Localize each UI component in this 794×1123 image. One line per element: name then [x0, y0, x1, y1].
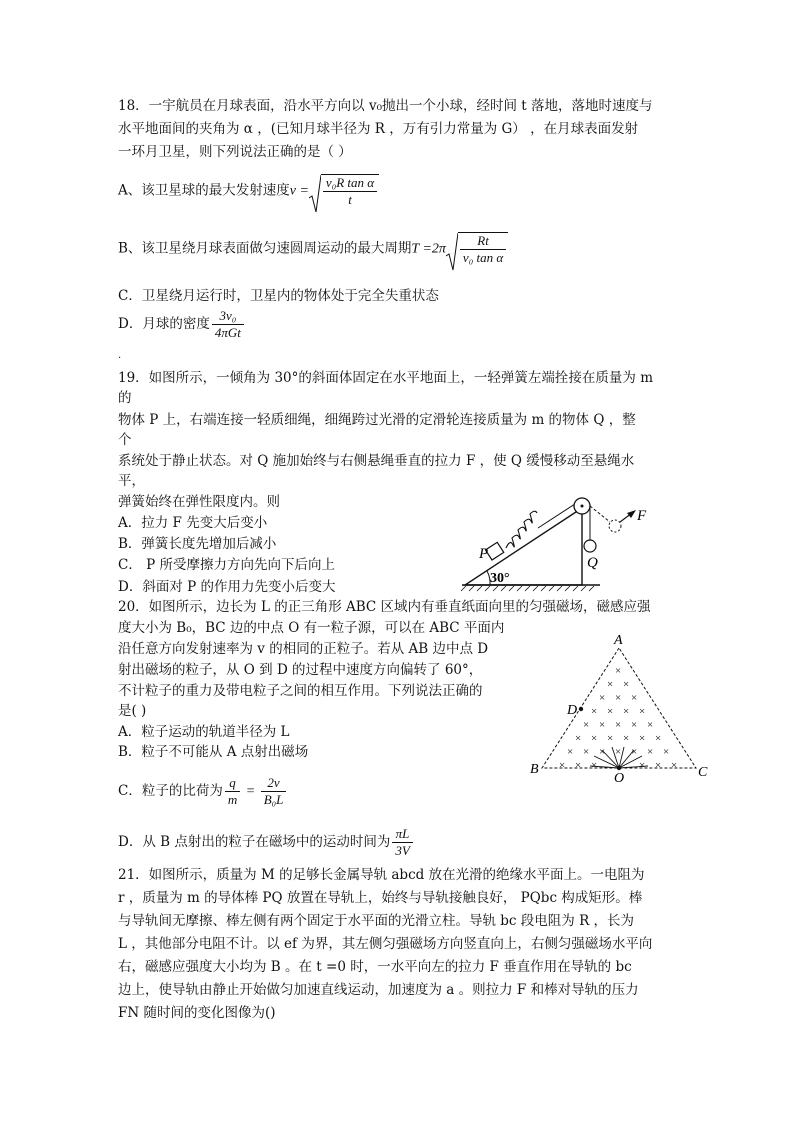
vertex-a-label: A — [614, 633, 623, 648]
q18-option-a-text: A、该卫星球的最大发射速度 — [118, 182, 290, 199]
q19-option-a: A．拉力 F 先变大后变小 — [118, 515, 268, 531]
q20-line-2: 度大小为 B₀，BC 边的中点 O 有一粒子源，可以在 ABC 平面内 — [118, 620, 505, 636]
q19-line-7: 弹簧始终在弹性限度内。则 — [118, 494, 280, 510]
field-cross: × — [623, 678, 630, 691]
q18-option-d-den: 4πGt — [212, 324, 244, 341]
block-q-dashed — [609, 520, 621, 532]
point-o — [617, 766, 621, 770]
q20-line-1: 20．如图所示，边长为 L 的正三角形 ABC 区域内有垂直纸面向里的匀强磁场，磁感应强 — [118, 599, 651, 615]
field-cross: × — [655, 732, 662, 745]
field-cross: × — [599, 746, 606, 758]
q20-option-d-den: 3V — [392, 842, 412, 859]
q20-line-4: 射出磁场的粒子，从 O 到 D 的过程中速度方向偏转了 60°， — [118, 662, 483, 678]
q20-option-d-num: πL — [395, 826, 410, 841]
q20-option-b: B．粒子不可能从 A 点射出磁场 — [118, 744, 309, 760]
q18-option-b-lhs: T =2π — [411, 241, 446, 257]
q20-option-c-lhs-den: m — [225, 791, 240, 808]
vertex-b-label: B — [530, 762, 539, 777]
field-cross: × — [583, 719, 590, 731]
q18-line-1: 18．一宇航员在月球表面，沿水平方向以 v₀抛出一个小球，经时间 t 落地，落地时速度与 — [118, 98, 653, 114]
field-cross: × — [631, 692, 638, 704]
force-label: F — [637, 508, 647, 524]
q18-option-a-lhs: v = — [289, 183, 309, 199]
field-cross: × — [615, 692, 622, 704]
q18-option-b-den: v₀ tan α — [460, 249, 506, 266]
field-cross: × — [607, 678, 614, 691]
field-cross: × — [599, 719, 606, 731]
field-cross: × — [607, 732, 614, 745]
field-cross: × — [647, 746, 654, 758]
q20-option-c-den: B₀L — [261, 791, 287, 808]
field-cross: × — [583, 746, 590, 758]
q19-line-6: 平， — [118, 473, 145, 489]
q18-option-d-text: D．月球的密度 — [118, 316, 210, 332]
q18-option-b-text: B、该卫星绕月球表面做匀速圆周运动的最大周期 — [118, 240, 412, 257]
field-cross: × — [591, 732, 598, 745]
field-cross: × — [567, 746, 574, 758]
q21-line-5: 右，磁感应强度大小均为 B 。在 t =0 时，一水平向左的拉力 F 垂直作用在导轨的 bc — [118, 959, 632, 975]
q20-option-d — [118, 826, 415, 859]
q20-option-d-text: D．从 B 点射出的粒子在磁场中的运动时间为 — [118, 834, 391, 850]
q18-option-d — [118, 308, 246, 341]
q19-line-4: 个 — [118, 432, 132, 448]
q19-option-b: B．弹簧长度先增加后减小 — [118, 536, 277, 552]
field-cross: × — [615, 665, 622, 677]
q21-line-6: 边上，使导轨由静止开始做匀加速直线运动，加速度为 a 。则拉力 F 和棒对导轨的压力 — [118, 982, 639, 998]
field-cross: × — [607, 705, 614, 718]
q19-incline-figure — [460, 486, 660, 592]
q18-option-a-num: v₀R tan α — [325, 175, 375, 190]
q18-option-c: C．卫星绕月运行时，卫星内的物体处于完全失重状态 — [118, 288, 439, 304]
q19-line-5: 系统处于静止状态。对 Q 施加始终与右侧悬绳垂直的拉力 F ，使 Q 缓慢移动至悬绳水 — [118, 453, 635, 469]
q18-option-a-den: t — [323, 191, 377, 208]
q21-line-2: r ，质量为 m 的导体棒 PQ 放置在导轨上，始终与导轨接触良好， PQbc 构成矩形。棒 — [118, 890, 643, 906]
field-cross: × — [623, 732, 630, 745]
field-cross: × — [631, 719, 638, 731]
field-cross: × — [599, 692, 606, 704]
field-cross: × — [639, 732, 646, 745]
field-cross: × — [639, 759, 646, 772]
block-p — [485, 542, 503, 560]
q18-option-b-sqrt — [446, 232, 508, 266]
block-q — [584, 540, 596, 552]
q18-option-b-num: Rt — [477, 233, 489, 248]
field-cross: × — [559, 759, 566, 772]
q20-line-3: 沿任意方向发射速率为 v 的相同的正粒子。若从 AB 边中点 D — [118, 641, 489, 657]
q20-option-c-text: C．粒子的比荷为 — [118, 783, 223, 799]
q19-line-3: 物体 P 上，右端连接一轻质细绳，细绳跨过光滑的定滑轮连接质量为 m 的物体 Q ，整 — [118, 412, 636, 428]
field-crosses — [559, 665, 677, 772]
q21-line-4: L ，其他部分电阻不计。以 ef 为界，其左侧匀强磁场方向竖直向上，右侧匀强磁场水平向 — [118, 936, 653, 952]
field-cross: × — [575, 732, 582, 745]
q20-line-5: 不计粒子的重力及带电粒子之间的相互作用。下列说法正确的 — [118, 683, 483, 699]
block-q-label: Q — [587, 555, 598, 571]
field-cross: × — [671, 759, 678, 772]
point-d-label: D — [567, 703, 578, 718]
point-o-label: O — [614, 771, 625, 785]
q20-triangle-figure — [530, 630, 710, 785]
block-p-label: P — [479, 546, 489, 562]
q18-option-a-sqrt — [309, 174, 379, 208]
field-cross: × — [615, 719, 622, 731]
separator-dot: . — [118, 350, 122, 361]
q21-line-1: 21．如图所示，质量为 M 的足够长金属导轨 abcd 放在光滑的绝缘水平面上。一电阻为 — [118, 867, 645, 883]
q20-line-6: 是( ) — [118, 703, 147, 719]
q19-option-c: C． P 所受摩擦力方向先向下后向上 — [118, 557, 335, 573]
q18-option-d-num: 3v₀ — [219, 308, 237, 323]
q19-line-2: 的 — [118, 390, 132, 406]
q18-option-b — [118, 232, 508, 266]
point-d — [579, 707, 583, 711]
field-cross: × — [615, 746, 622, 758]
field-cross: × — [663, 746, 670, 758]
field-cross: × — [639, 705, 646, 718]
q18-option-a — [118, 174, 379, 208]
field-cross: × — [655, 759, 662, 772]
q20-option-c-lhs-num: q — [229, 775, 236, 790]
field-cross: × — [623, 705, 630, 718]
field-cross: × — [647, 719, 654, 731]
q21-line-7: FN 随时间的变化图像为() — [118, 1005, 276, 1021]
q20-option-a: A．粒子运动的轨道半径为 L — [118, 724, 290, 740]
field-cross: × — [591, 759, 598, 772]
field-cross: × — [575, 759, 582, 772]
spring — [506, 511, 537, 548]
vertex-c-label: C — [698, 765, 708, 780]
q18-line-3: 一环月卫星，则下列说法正确的是（ ） — [118, 144, 352, 160]
q19-line-1: 19．如图所示，一倾角为 30°的斜面体固定在水平地面上，一轻弹簧左端拴接在质量为 m — [118, 370, 653, 386]
rope-dashed — [590, 506, 610, 522]
q18-line-2: 水平地面间的夹角为 α ，(已知月球半径为 R ，万有引力常量为 G） ，在月球表面发射 — [118, 121, 639, 137]
q21-line-3: 与导轨间无摩擦、棒左侧有两个固定于水平面的光滑立柱。导轨 bc 段电阻为 R ，长为 — [118, 913, 635, 929]
q19-option-d: D．斜面对 P 的作用力先变小后变大 — [118, 579, 336, 595]
field-cross: × — [631, 746, 638, 758]
field-cross: × — [591, 705, 598, 718]
angle-label: 30° — [490, 571, 510, 586]
q20-option-c-num: 2v — [267, 775, 280, 790]
q20-option-c: C．粒子的比荷为 $\frac{q}{m}$ = $\frac{2v}{\text{B₀L}}$ — [118, 775, 288, 808]
